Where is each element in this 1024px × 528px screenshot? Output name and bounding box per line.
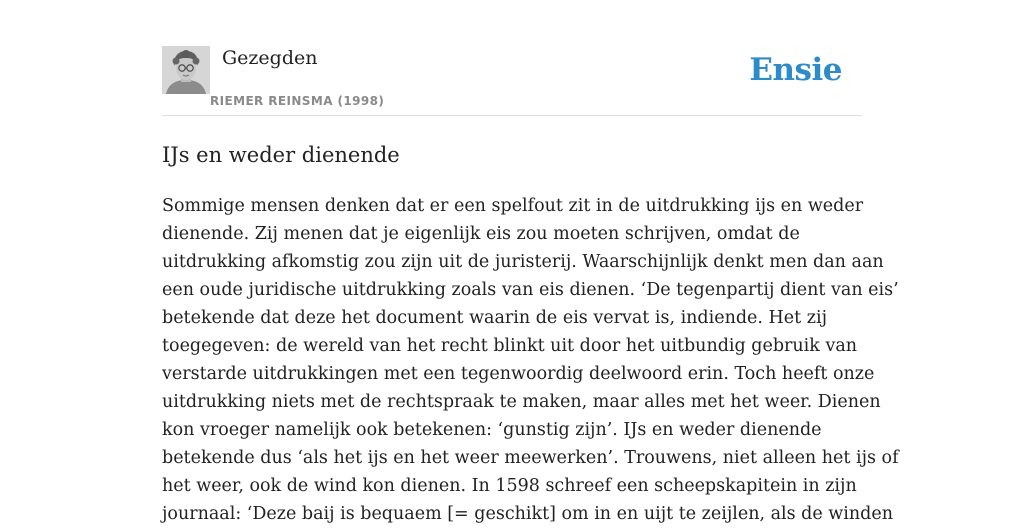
body-line: uitdrukking afkomstig zou zijn uit de juristerij. Waarschijnlijk denkt men dan aan xyxy=(162,252,884,272)
body-line: journaal: ‘Deze baij is bequaem [= geschikt] om in en uijt te zeijlen, als de winden xyxy=(162,504,893,524)
body-line: het weer, ook de wind kon dienen. In 1598 schreef een scheepskapitein in zijn xyxy=(162,476,857,496)
book-title[interactable]: Gezegden xyxy=(222,47,318,69)
body-line: verstarde uitdrukkingen met een tegenwoordig deelwoord erin. Toch heeft onze xyxy=(162,364,875,384)
body-line: betekende dus ‘als het ijs en het weer meewerken’. Trouwens, niet alleen het ijs of xyxy=(162,448,899,468)
author-name[interactable]: RIEMER REINSMA (1998) xyxy=(210,94,385,108)
entry-title: IJs en weder dienende xyxy=(162,143,400,167)
author-avatar[interactable] xyxy=(162,46,210,94)
body-line: uitdrukking niets met de rechtspraak te maken, maar alles met het weer. Dienen xyxy=(162,392,881,412)
entry-body xyxy=(162,192,899,528)
body-line: betekende dat deze het document waarin de eis vervat is, indiende. Het zij xyxy=(162,308,827,328)
header xyxy=(162,46,862,116)
ensie-logo[interactable]: Ensie xyxy=(749,52,842,88)
body-line: dienende. Zij menen dat je eigenlijk eis zou moeten schrijven, omdat de xyxy=(162,224,800,244)
body-line: een oude juridische uitdrukking zoals van eis dienen. ‘De tegenpartij dient van eis’ xyxy=(162,280,899,300)
author-portrait-icon xyxy=(162,46,210,94)
body-line: toegegeven: de wereld van het recht blinkt uit door het uitbundig gebruik van xyxy=(162,336,858,356)
body-line: Sommige mensen denken dat er een spelfout zit in de uitdrukking ijs en weder xyxy=(162,196,864,216)
body-line: kon vroeger namelijk ook betekenen: ‘gunstig zijn’. IJs en weder dienende xyxy=(162,420,822,440)
